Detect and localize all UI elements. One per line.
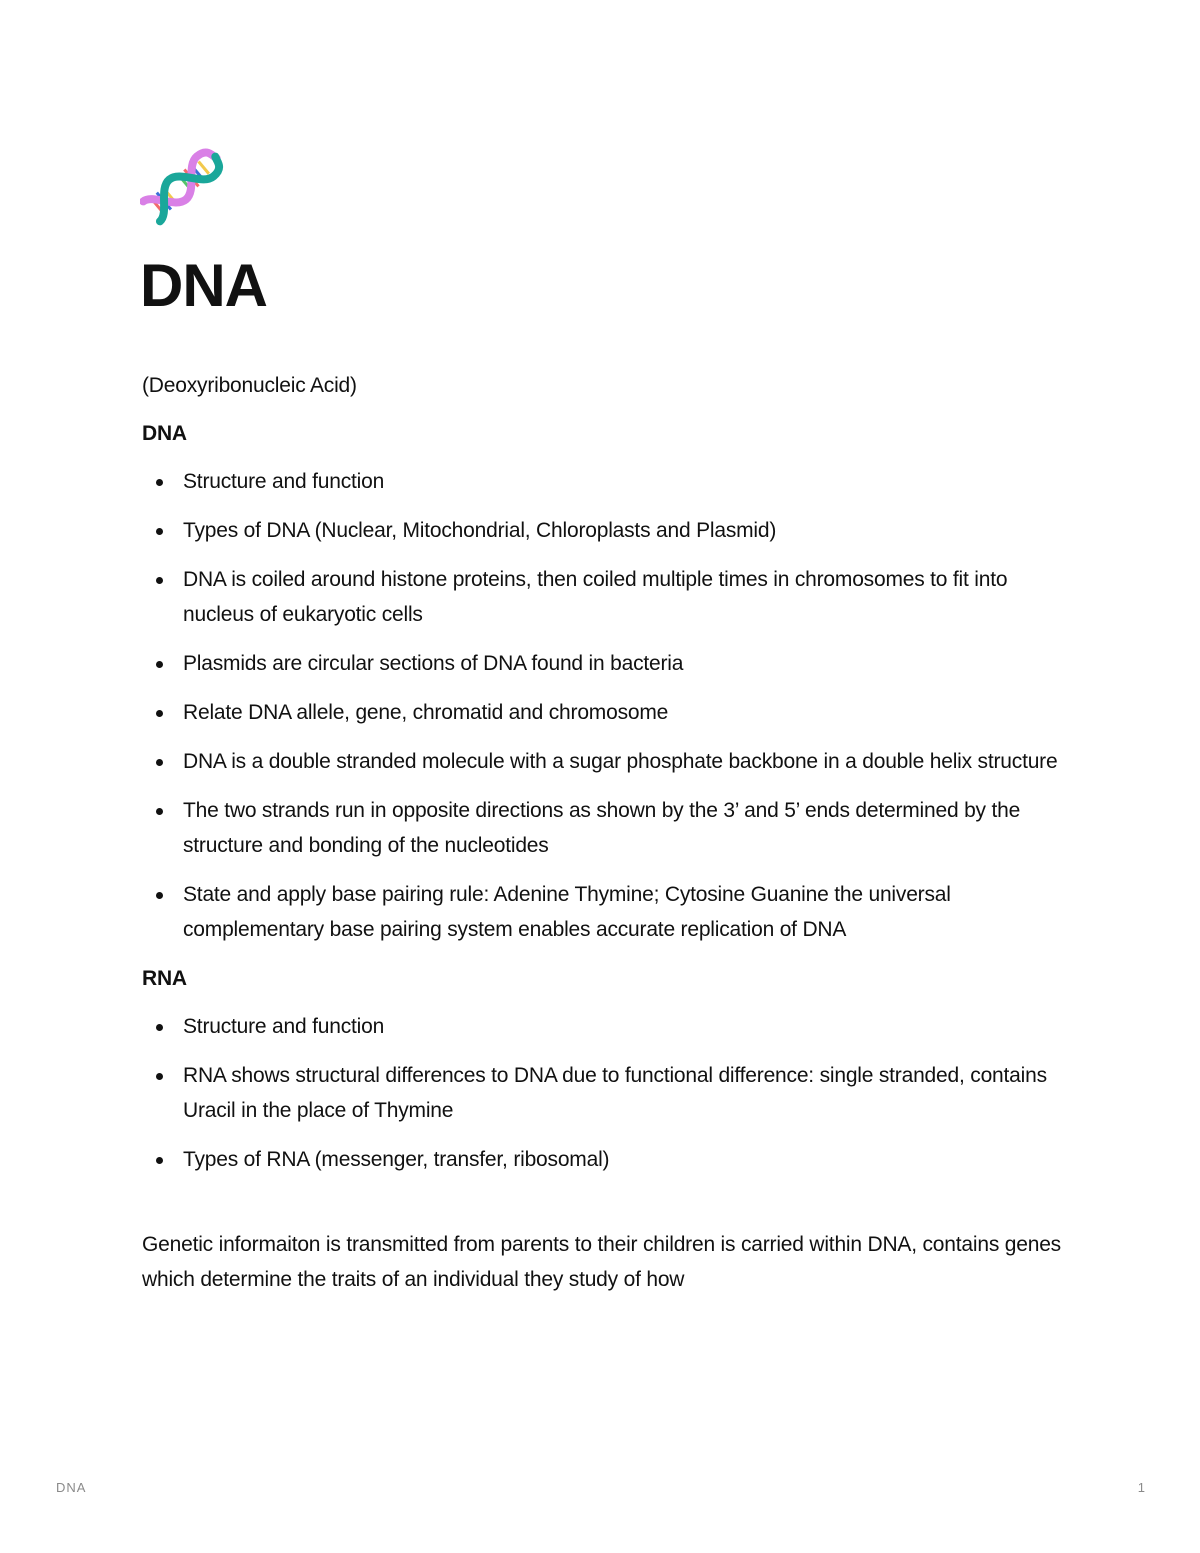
list-item: Relate DNA allele, gene, chromatid and chromosome [183, 695, 1062, 730]
list-item: DNA is coiled around histone proteins, then coiled multiple times in chromosomes to fit into nucleus of eukaryotic cells [183, 562, 1062, 632]
rna-section-heading: RNA [142, 967, 187, 990]
list-item: DNA is a double stranded molecule with a sugar phosphate backbone in a double helix structure [183, 744, 1062, 779]
document-body [142, 368, 1062, 1310]
list-item: The two strands run in opposite directions as shown by the 3’ and 5’ ends determined by the structure and bonding of the nucleotides [183, 793, 1062, 863]
list-item: Types of DNA (Nuclear, Mitochondrial, Chloroplasts and Plasmid) [183, 513, 1062, 548]
list-item: Types of RNA (messenger, transfer, ribosomal) [183, 1142, 1062, 1177]
list-item: RNA shows structural differences to DNA due to functional difference: single stranded, contains Uracil in the place of Thymine [183, 1058, 1062, 1128]
subtitle: (Deoxyribonucleic Acid) [142, 374, 357, 397]
dna-section-heading: DNA [142, 422, 187, 445]
footer-page-number: 1 [1137, 1480, 1146, 1495]
list-item: Plasmids are circular sections of DNA found in bacteria [183, 646, 1062, 681]
page-title: DNA [140, 252, 267, 319]
dna-double-helix-icon [140, 142, 226, 228]
footer-document-name: DNA [56, 1480, 87, 1495]
list-item: Structure and function [183, 1009, 1062, 1044]
dna-bullet-list [142, 464, 1062, 947]
blank-line [142, 1191, 1062, 1227]
list-item: State and apply base pairing rule: Adenine Thymine; Cytosine Guanine the universal complementary base pairing system enables accurate replication of DNA [183, 877, 1062, 947]
closing-paragraph: Genetic informaiton is transmitted from parents to their children is carried within DNA, contains genes which determine the traits of an individual they study of how [142, 1233, 1061, 1291]
rna-bullet-list [142, 1009, 1062, 1177]
list-item: Structure and function [183, 464, 1062, 499]
